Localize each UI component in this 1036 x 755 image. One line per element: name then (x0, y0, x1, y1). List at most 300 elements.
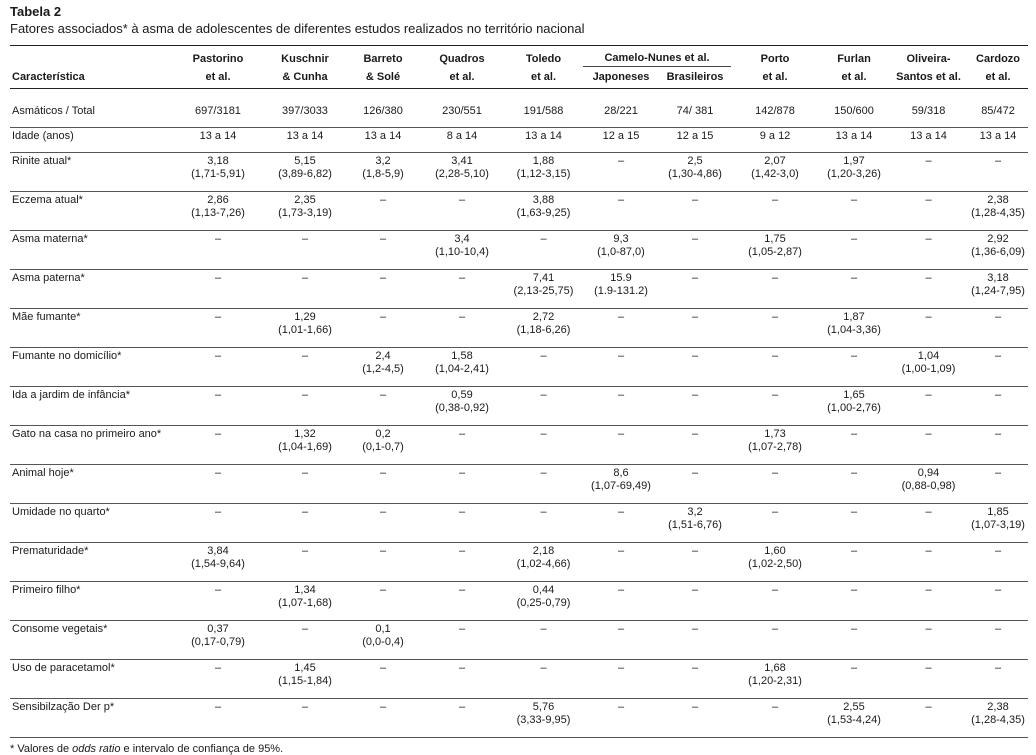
row-label: Asma paterna* (10, 270, 172, 309)
table-cell (889, 348, 968, 387)
cell-value: – (458, 467, 466, 479)
table-cell (659, 582, 731, 621)
table-row (10, 621, 1028, 660)
table-cell (819, 103, 889, 128)
table-cell (731, 192, 819, 231)
cell-value: – (771, 272, 779, 284)
table-cell (889, 426, 968, 465)
cell-value: 191/588 (523, 105, 564, 117)
study-header-barreto: Barreto (363, 52, 403, 65)
cell-value: – (617, 155, 625, 167)
cell-value: 13 a 14 (910, 130, 947, 142)
cell-value: – (925, 701, 932, 713)
row-label: Eczema atual* (10, 192, 172, 231)
table-cell (968, 270, 1028, 309)
cell-value: 0,59 (451, 389, 473, 401)
table-cell (264, 192, 346, 231)
cell-value: – (850, 467, 858, 479)
table-cell (172, 504, 264, 543)
cell-value: – (458, 311, 466, 323)
study-header-oliveira-santos: Oliveira- (906, 52, 951, 65)
cell-value: – (850, 194, 858, 206)
table-cell (659, 699, 731, 738)
study-subheader: et al. (530, 71, 557, 83)
table-header (10, 46, 1028, 89)
cell-confidence-interval: (1,05-2,87) (748, 246, 802, 258)
cell-confidence-interval: (1,07-69,49) (591, 480, 651, 492)
cell-value: – (850, 545, 858, 557)
cell-value: – (691, 467, 699, 479)
table-cell (968, 582, 1028, 621)
table-cell (583, 660, 659, 699)
cell-value: 9 a 12 (759, 130, 791, 142)
table-cell (731, 270, 819, 309)
table-cell (819, 192, 889, 231)
cell-value: – (214, 272, 222, 284)
cell-value: 0,37 (207, 623, 229, 635)
table-cell (420, 309, 504, 348)
cell-value: 13 a 14 (979, 130, 1017, 142)
study-group-header-camelo-nunes: Camelo-Nunes et al. (583, 46, 731, 67)
cell-value: 3,2 (375, 155, 391, 167)
table-row (10, 192, 1028, 231)
table-cell (172, 387, 264, 426)
cell-value: – (379, 194, 387, 206)
cell-value: – (458, 584, 466, 596)
cell-value: 150/600 (834, 105, 874, 117)
cell-value: – (925, 155, 932, 167)
cell-confidence-interval: (1,01-1,66) (278, 324, 332, 336)
cell-value: 3,4 (454, 233, 470, 245)
cell-value: – (214, 389, 222, 401)
table-cell (172, 309, 264, 348)
cell-confidence-interval: (0,25-0,79) (516, 597, 571, 609)
table-cell (504, 128, 583, 153)
table-cell (583, 153, 659, 192)
cell-value: 7,41 (532, 272, 555, 284)
row-label: Idade (anos) (10, 128, 172, 153)
table-cell (659, 426, 731, 465)
table-footnote: * Valores de odds ratio e intervalo de confiança de 95%. (10, 743, 284, 755)
table-cell (819, 387, 889, 426)
cell-confidence-interval: (1,73-3,19) (278, 207, 332, 219)
cell-value: 230/551 (442, 105, 482, 117)
table-cell (264, 699, 346, 738)
table-row (10, 543, 1028, 582)
table-cell (172, 153, 264, 192)
cell-value: – (617, 623, 625, 635)
cell-value: 0,1 (375, 623, 391, 635)
table-cell (264, 231, 346, 270)
study-header-toledo: Toledo (525, 52, 562, 65)
cell-value: – (850, 350, 858, 362)
cell-value: – (301, 506, 309, 518)
table-cell (968, 309, 1028, 348)
table-cell (346, 543, 420, 582)
table-row (10, 231, 1028, 270)
row-label: Consome vegetais* (10, 621, 172, 660)
cell-confidence-interval: (1,42-3,0) (751, 168, 799, 180)
cell-value: – (617, 311, 625, 323)
cell-value: – (458, 272, 466, 284)
cell-value: – (994, 389, 1002, 401)
study-header-cardozo: Cardozo (976, 52, 1021, 65)
cell-value: – (458, 701, 466, 713)
cell-confidence-interval: (3,33-9,95) (516, 714, 571, 726)
table-cell (264, 504, 346, 543)
cell-confidence-interval: (1,36-6,09) (971, 246, 1025, 258)
table-cell (264, 426, 346, 465)
cell-value: – (850, 506, 858, 518)
table-cell (420, 231, 504, 270)
table-cell (731, 128, 819, 153)
table-cell (889, 660, 968, 699)
cell-value: – (850, 584, 858, 596)
table-cell (889, 699, 968, 738)
cell-value: – (771, 194, 779, 206)
table-row (10, 465, 1028, 504)
table-cell (583, 270, 659, 309)
table-cell (583, 621, 659, 660)
table-cell (968, 231, 1028, 270)
table-cell (172, 192, 264, 231)
cell-value: – (691, 584, 699, 596)
cell-value: 2,07 (764, 155, 786, 167)
cell-confidence-interval: (0,1-0,7) (362, 441, 404, 453)
cell-confidence-interval: (1,0-87,0) (597, 246, 645, 258)
cell-value: – (617, 350, 625, 362)
table-cell (172, 426, 264, 465)
study-subheader: Santos et al. (896, 71, 961, 83)
cell-value: – (458, 506, 466, 518)
cell-confidence-interval: (1,54-9,64) (191, 558, 245, 570)
table-cell (968, 660, 1028, 699)
table-cell (420, 543, 504, 582)
cell-value: 5,15 (294, 155, 316, 167)
row-label: Fumante no domicílio* (10, 348, 172, 387)
table-cell (583, 192, 659, 231)
table-row (10, 426, 1028, 465)
row-label: Asmáticos / Total (10, 103, 172, 128)
cell-value: 1,32 (294, 428, 316, 440)
table-cell (504, 699, 583, 738)
cell-value: – (691, 233, 699, 245)
table-body (10, 89, 1028, 738)
table-cell (659, 231, 731, 270)
table-cell (659, 309, 731, 348)
table-cell (968, 153, 1028, 192)
table-cell (889, 103, 968, 128)
table-cell (504, 153, 583, 192)
table-figure (10, 4, 1028, 755)
cell-confidence-interval: (0,38-0,92) (435, 402, 489, 414)
cell-confidence-interval: (1,04-2,41) (435, 363, 489, 375)
cell-value: – (379, 506, 387, 518)
table-cell (346, 660, 420, 699)
cell-value: – (691, 311, 699, 323)
table-cell (264, 582, 346, 621)
table-cell (583, 387, 659, 426)
table-cell (504, 192, 583, 231)
cell-value: – (379, 272, 387, 284)
cell-value: – (994, 428, 1002, 440)
table-cell (819, 270, 889, 309)
table-cell (968, 699, 1028, 738)
table-cell (346, 621, 420, 660)
table-cell (583, 231, 659, 270)
table-cell (420, 348, 504, 387)
cell-value: 2,4 (375, 350, 391, 362)
table-cell (819, 660, 889, 699)
cell-value: 2,18 (532, 545, 555, 557)
table-cell (504, 348, 583, 387)
table-cell (583, 128, 659, 153)
table-cell (504, 426, 583, 465)
table-cell (172, 270, 264, 309)
cell-value: – (379, 584, 387, 596)
table-cell (264, 309, 346, 348)
cell-value: – (691, 350, 699, 362)
table-cell (264, 270, 346, 309)
table-cell (889, 309, 968, 348)
table-cell (731, 426, 819, 465)
cell-confidence-interval: (1,00-2,76) (827, 402, 881, 414)
cell-value: 0,2 (375, 428, 391, 440)
table-cell (731, 348, 819, 387)
table-cell (659, 543, 731, 582)
cell-confidence-interval: (1,02-2,50) (748, 558, 802, 570)
table-cell (731, 231, 819, 270)
cell-value: 1,88 (532, 155, 555, 167)
cell-value: – (994, 467, 1002, 479)
table-cell (172, 348, 264, 387)
table-cell (731, 504, 819, 543)
cell-value: 142/878 (755, 105, 795, 117)
cell-value: – (379, 545, 387, 557)
cell-value: – (540, 428, 547, 440)
cell-value: – (540, 467, 547, 479)
cell-confidence-interval: (1.9-131.2) (594, 285, 648, 297)
cell-value: – (925, 545, 932, 557)
table-cell (731, 103, 819, 128)
cell-value: – (994, 350, 1002, 362)
cell-value: 697/3181 (195, 105, 241, 117)
cell-value: 85/472 (981, 105, 1015, 117)
table-cell (968, 543, 1028, 582)
cell-value: – (850, 233, 858, 245)
study-header-kuschnir: Kuschnir (281, 52, 329, 65)
cell-value: 5,76 (532, 701, 555, 713)
table-cell (968, 426, 1028, 465)
table-row (10, 309, 1028, 348)
cell-value: – (301, 272, 309, 284)
table-cell (889, 128, 968, 153)
table-cell (819, 309, 889, 348)
cell-value: – (617, 545, 625, 557)
table-cell (172, 103, 264, 128)
cell-value: – (771, 467, 779, 479)
table-cell (504, 231, 583, 270)
cell-value: 1,34 (294, 584, 316, 596)
cell-value: – (691, 194, 699, 206)
table-cell (504, 103, 583, 128)
table-cell (889, 270, 968, 309)
table-cell (889, 465, 968, 504)
table-cell (889, 504, 968, 543)
cell-value: 1,75 (764, 233, 786, 245)
cell-value: – (301, 467, 309, 479)
cell-value: 15.9 (610, 272, 632, 284)
table-cell (968, 465, 1028, 504)
cell-value: – (617, 428, 625, 440)
table-cell (346, 128, 420, 153)
cell-value: 3,88 (532, 194, 555, 206)
table-cell (420, 153, 504, 192)
table-cell (264, 621, 346, 660)
table-cell (659, 387, 731, 426)
table-cell (819, 426, 889, 465)
table-cell (889, 153, 968, 192)
table-cell (346, 426, 420, 465)
table-cell (819, 621, 889, 660)
cell-value: – (379, 311, 387, 323)
table-row (10, 660, 1028, 699)
cell-value: 397/3033 (282, 105, 328, 117)
row-label: Primeiro filho* (10, 582, 172, 621)
cell-value: – (379, 233, 387, 245)
table-cell (504, 270, 583, 309)
cell-value: 1,58 (451, 350, 473, 362)
table-cell (731, 543, 819, 582)
table-cell (731, 660, 819, 699)
cell-value: 8 a 14 (446, 130, 478, 142)
table-cell (819, 504, 889, 543)
row-label: Animal hoje* (10, 465, 172, 504)
cell-value: – (301, 701, 309, 713)
table-row (10, 504, 1028, 543)
cell-value: – (771, 584, 779, 596)
table-cell (968, 504, 1028, 543)
table-cell (731, 465, 819, 504)
table-cell (731, 387, 819, 426)
cell-value: 0,94 (917, 467, 940, 479)
table-cell (420, 270, 504, 309)
cell-confidence-interval: (1,02-4,66) (516, 558, 571, 570)
cell-value: – (925, 428, 932, 440)
cell-value: 12 a 15 (676, 130, 714, 142)
table-cell (819, 465, 889, 504)
cell-value: – (540, 350, 547, 362)
cell-confidence-interval: (1,10-10,4) (435, 246, 489, 258)
cell-value: 2,55 (843, 701, 865, 713)
cell-value: 74/ 381 (676, 105, 714, 117)
cell-confidence-interval: (1,00-1,09) (901, 363, 956, 375)
table-cell (346, 582, 420, 621)
cell-confidence-interval: (1,15-1,84) (278, 675, 332, 687)
table-cell (346, 270, 420, 309)
cell-confidence-interval: (1,18-6,26) (516, 324, 571, 336)
table-row (10, 153, 1028, 192)
row-label: Sensibilzação Der p* (10, 699, 172, 738)
cell-value: – (691, 545, 699, 557)
study-subheader: et al. (205, 71, 231, 83)
cell-value: – (994, 545, 1002, 557)
table-cell (819, 699, 889, 738)
cell-value: – (925, 506, 932, 518)
cell-value: – (925, 194, 932, 206)
cell-value: – (691, 272, 699, 284)
row-label: Umidade no quarto* (10, 504, 172, 543)
study-subheader: et al. (762, 71, 788, 83)
cell-value: – (994, 584, 1002, 596)
table-cell (420, 103, 504, 128)
table-cell (819, 153, 889, 192)
cell-value: 1,04 (917, 350, 940, 362)
cell-value: – (540, 623, 547, 635)
row-label: Mãe fumante* (10, 309, 172, 348)
cell-value: 1,45 (294, 662, 316, 674)
table-cell (504, 309, 583, 348)
cell-value: 12 a 15 (602, 130, 640, 142)
table-cell (264, 103, 346, 128)
table-cell (968, 348, 1028, 387)
cell-value: – (301, 389, 309, 401)
cell-value: 2,38 (987, 194, 1009, 206)
table-cell (659, 153, 731, 192)
table-cell (819, 543, 889, 582)
table-cell (346, 465, 420, 504)
table-cell (346, 699, 420, 738)
table-cell (583, 348, 659, 387)
row-label: Ida a jardim de infância* (10, 387, 172, 426)
table-row (10, 387, 1028, 426)
group-subheader-brasileiros: Brasileiros (666, 71, 724, 83)
cell-value: 13 a 14 (835, 130, 873, 142)
cell-value: – (691, 662, 699, 674)
table-cell (172, 621, 264, 660)
table-cell (172, 660, 264, 699)
cell-value: – (771, 311, 779, 323)
cell-value: – (994, 662, 1002, 674)
cell-value: 9,3 (613, 233, 629, 245)
cell-value: – (691, 701, 699, 713)
cell-value: – (379, 662, 387, 674)
cell-value: – (691, 428, 699, 440)
cell-value: – (925, 389, 932, 401)
table-cell (346, 504, 420, 543)
table-cell (583, 426, 659, 465)
table-cell (172, 543, 264, 582)
cell-value: 13 a 14 (286, 130, 324, 142)
cell-confidence-interval: (1,13-7,26) (191, 207, 245, 219)
cell-value: 0,44 (532, 584, 555, 596)
cell-confidence-interval: (1,51-6,76) (668, 519, 722, 531)
study-subheader: et al. (985, 71, 1011, 83)
cell-value: – (301, 623, 309, 635)
table-cell (172, 231, 264, 270)
group-subheader-japoneses: Japoneses (592, 71, 650, 83)
cell-confidence-interval: (1,30-4,86) (668, 168, 722, 180)
row-label: Rinite atual* (10, 153, 172, 192)
table-cell (968, 192, 1028, 231)
cell-value: 8,6 (613, 467, 629, 479)
cell-value: – (691, 389, 699, 401)
study-subheader: & Solé (365, 71, 401, 83)
cell-value: 2,92 (987, 233, 1009, 245)
cell-confidence-interval: (1,8-5,9) (362, 168, 404, 180)
table-cell (659, 504, 731, 543)
cell-confidence-interval: (1,20-2,31) (748, 675, 802, 687)
